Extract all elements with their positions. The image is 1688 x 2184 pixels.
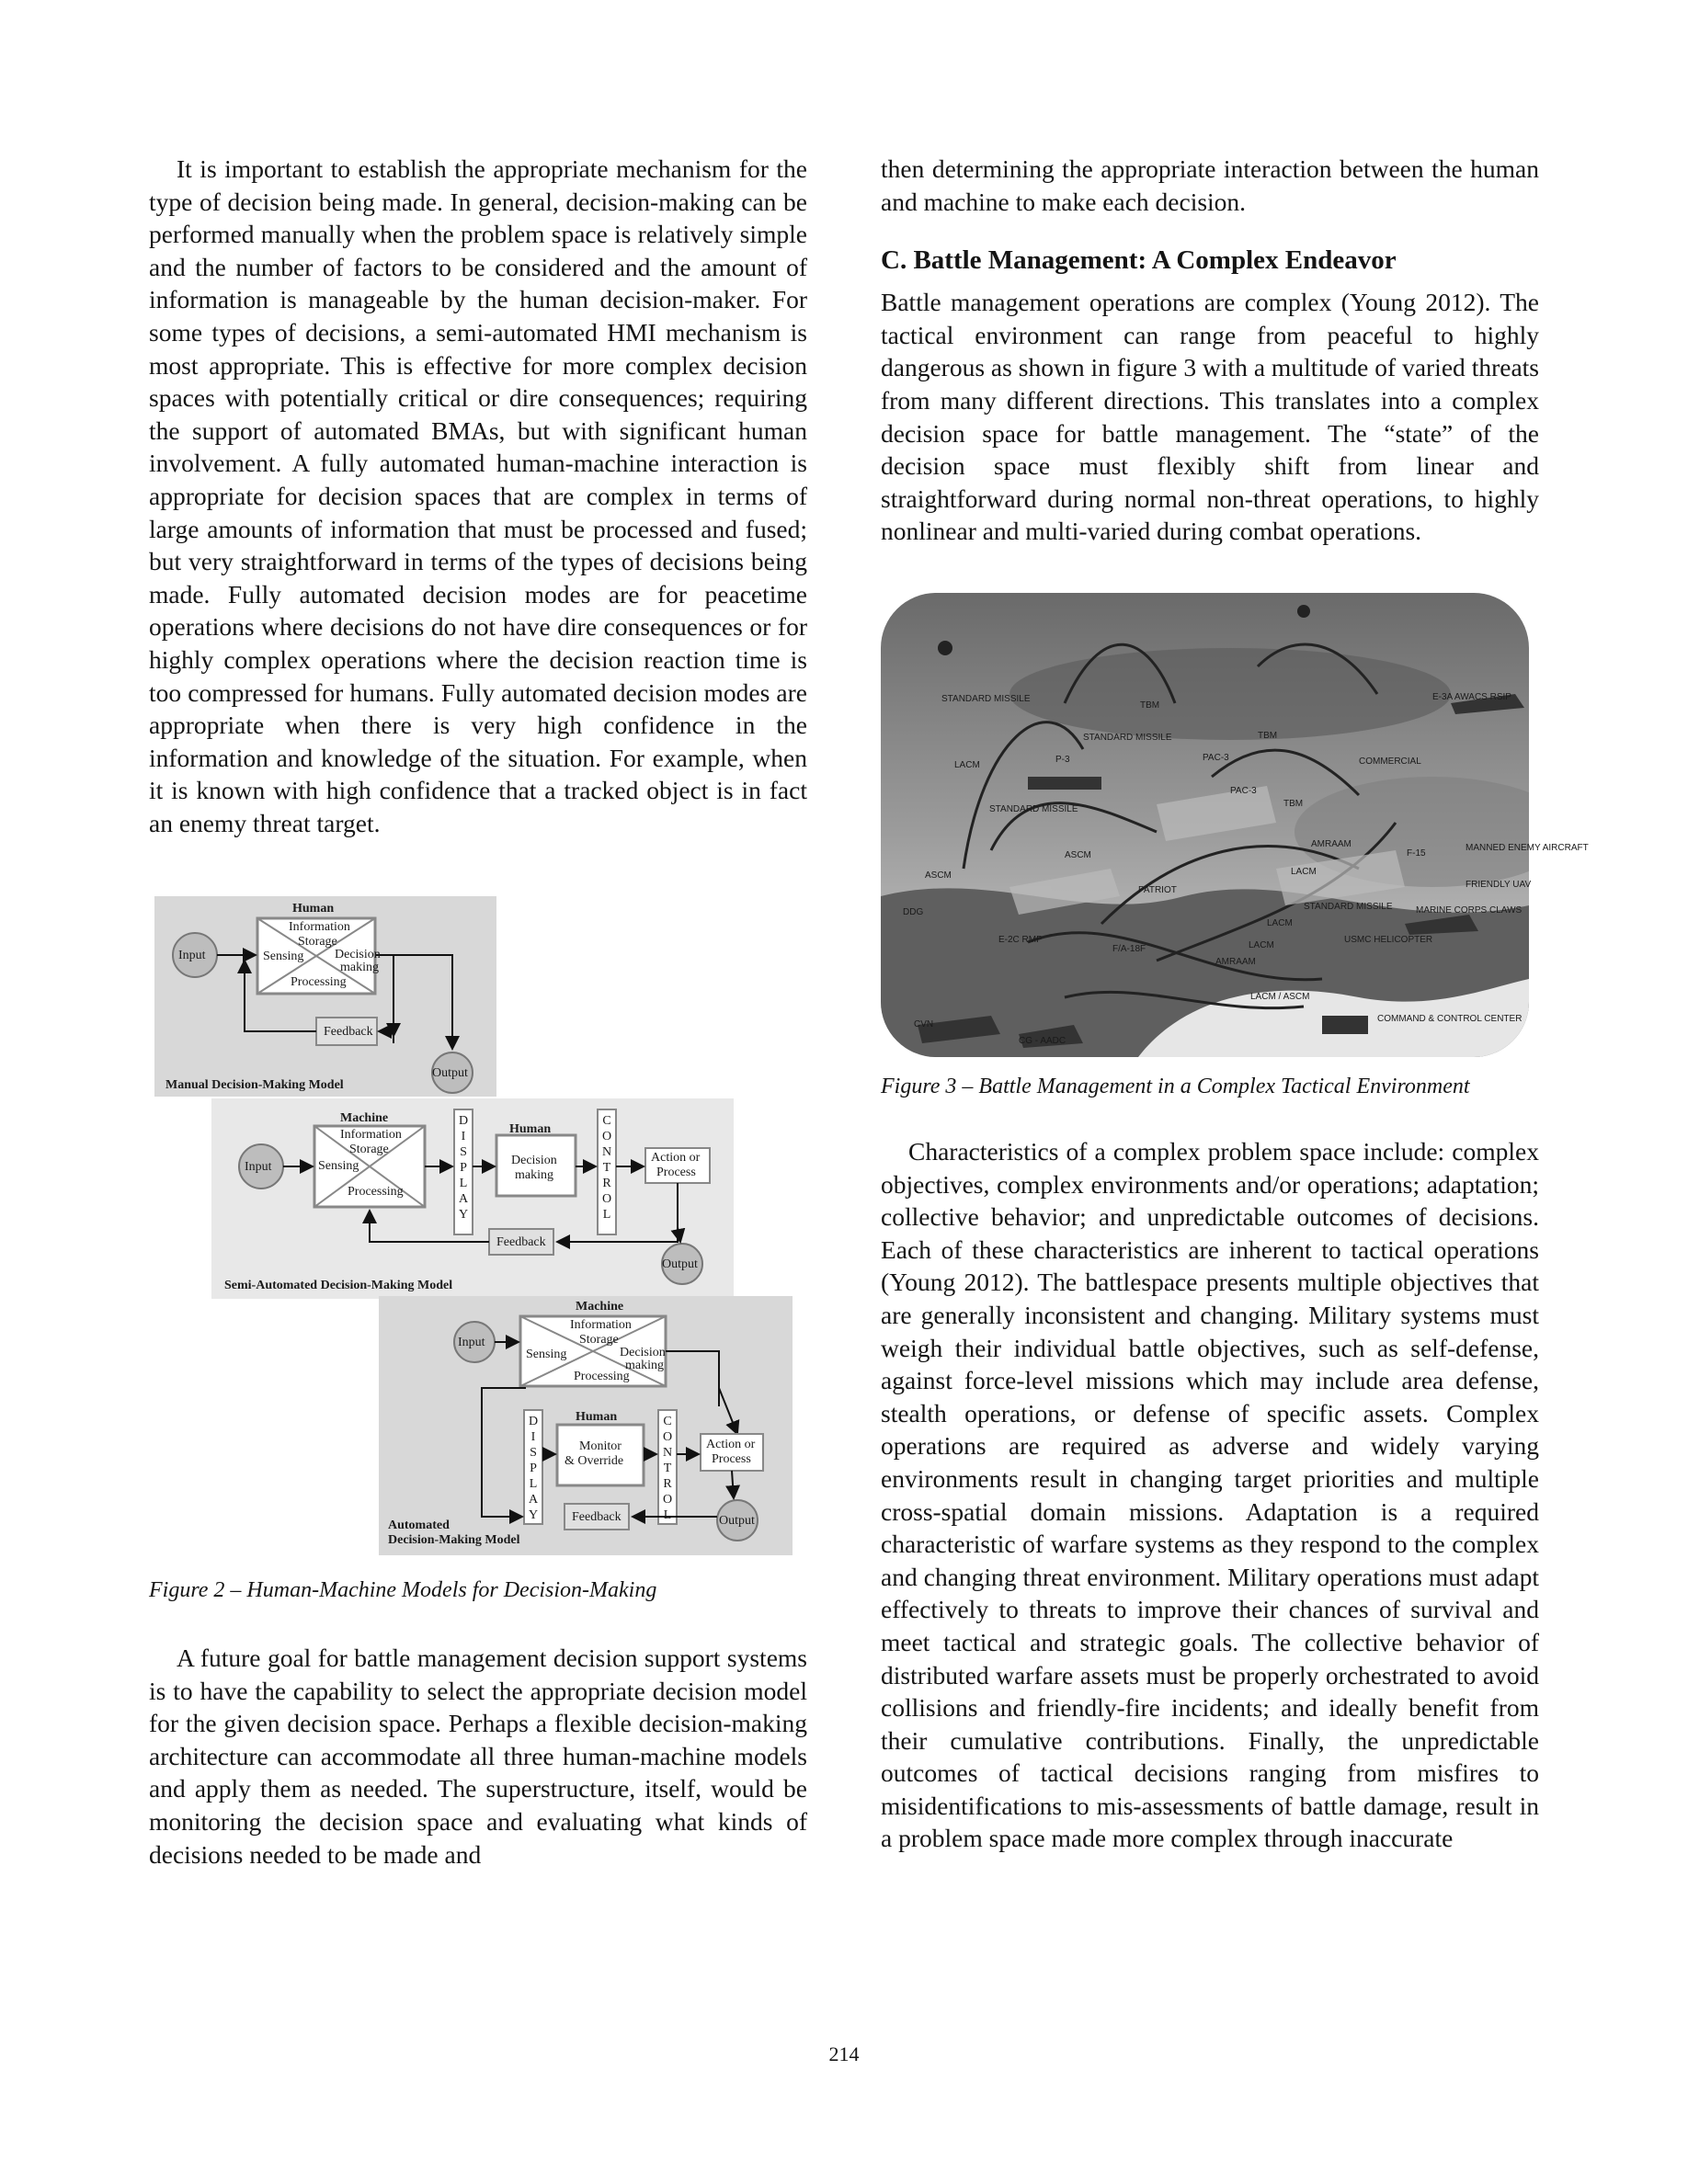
scene-label: COMMERCIAL xyxy=(1359,756,1421,767)
semi-process-label: Process xyxy=(656,1166,696,1179)
auto-action-label: Action or xyxy=(706,1438,756,1451)
scene-label: USMC HELICOPTER xyxy=(1344,935,1433,945)
semi-info-label: Information xyxy=(340,1128,402,1142)
paragraph: Characteristics of a complex problem space include: complex objectives, complex environments and/or operations; adaptation; collective behavior; and unpredictable outcomes of decisions. Each of these characteristics are inherent to tactical operations (Young 2012). The battlespace presents multiple objectives that are generally inconsistent and changing. Military systems must weigh their individual battle objectives, such as self-defense, against force-level missions which may include area defense, stealth operations, or defense of specific assets. Complex operations are required as adverse and widely varying environments result in changing target priorities and multiple cross-spatial domain missions. Adaptation is a required characteristic of warfare systems as they respond to the complex and changing threat environment. Military operations must adapt effectively to threats to improve their chances of survival and meet tactical and strategic goals. The collective behavior of distributed warfare assets must be properly orchestrated to avoid collisions and friendly-fire incidents; and ideally benefit from their cumulative contributions. Finally, the unpredictable outcomes of tactical decisions ranging from misfires to misidentifications to mis-assessments of battle damage, result in a problem space made more complex through inaccurate xyxy=(881,1137,1539,1853)
scene-label: LACM xyxy=(1291,867,1317,877)
paragraph: It is important to establish the appropriate mechanism for the type of decision being made. In general, decision-making can be performed manually when the problem space is relatively simple and the number of factors to be considered and the amount of information is manageable by the human decision-maker. For some types of decisions, a semi-automated HMI mechanism is most appropriate. This is effective for more complex decision spaces with potentially critical or dire consequences; requiring the support of automated BMAs, but with significant human involvement. A fully automated human-machine interaction is appropriate for decision spaces that are complex in terms of large amounts of information that must be processed and fused; but very straightforward in terms of the types of decisions being made. Fully automated decision modes are for peacetime operations where decisions do not have dire consequences or for highly complex operations where the decision reaction time is too compressed for humans. Fully automated decision modes are appropriate when there is very high confidence in the information and knowledge of the situation. For example, when it is known with high confidence that a tracked object is in fact an enemy threat target. xyxy=(149,154,807,837)
semi-model-panel xyxy=(211,1098,734,1299)
scene-label: LACM xyxy=(954,760,980,770)
semi-machine-label: Machine xyxy=(340,1111,389,1125)
right-column-lower xyxy=(881,1135,1539,1855)
auto-input-label: Input xyxy=(458,1336,485,1349)
scene-label: MARINE CORPS CLAWS xyxy=(1416,905,1523,916)
auto-model-label-1: Automated xyxy=(388,1519,450,1532)
auto-display-label: DISPLAY xyxy=(528,1415,539,1522)
scene-label: ASCM xyxy=(925,870,952,881)
scene-label: STANDARD MISSILE xyxy=(941,694,1031,704)
auto-model-panel xyxy=(379,1296,793,1555)
semi-control-label: CONTROL xyxy=(601,1114,612,1222)
battle-illustration xyxy=(881,593,1589,1057)
scene-label: LACM xyxy=(1267,918,1293,928)
semi-model-label: Semi-Automated Decision-Making Model xyxy=(224,1279,453,1292)
semi-input-label: Input xyxy=(245,1160,272,1174)
semi-human-label: Human xyxy=(509,1122,552,1136)
scene-label: DDG xyxy=(903,907,924,917)
paragraph: Battle management operations are complex (Young 2012). The tactical environment can range from peaceful to highly dangerous as shown in figure 3 with a multitude of varied threats from many different directions. This translates into a complex decision space for battle management. The “state” of the decision space must flexibly shift from linear and straightforward during normal non-threat operations, to highly nonlinear and multi-varied during combat operations. xyxy=(881,288,1539,546)
battle-scene xyxy=(881,593,1532,1057)
semi-output-label: Output xyxy=(662,1257,698,1271)
auto-control-label: CONTROL xyxy=(662,1415,673,1522)
scene-label: STANDARD MISSILE xyxy=(1304,902,1393,912)
scene-label: FRIENDLY UAV xyxy=(1466,880,1532,890)
scene-label: TBM xyxy=(1258,731,1278,741)
scene-label: P-3 xyxy=(1055,755,1070,765)
manual-decision-label: Decision xyxy=(335,948,381,961)
semi-sensing-label: Sensing xyxy=(318,1159,359,1173)
semi-feedback-label: Feedback xyxy=(496,1235,546,1249)
scene-label: TBM xyxy=(1140,700,1160,711)
scene-label: AMRAAM xyxy=(1215,957,1256,967)
semi-action-label: Action or xyxy=(651,1151,701,1165)
page-number: 214 xyxy=(828,2042,860,2065)
scene-label: F/A-18F xyxy=(1112,944,1146,954)
manual-processing-label: Processing xyxy=(291,975,347,989)
manual-making-label: making xyxy=(340,961,379,974)
scene-label: AMRAAM xyxy=(1311,839,1352,849)
auto-feedback-label: Feedback xyxy=(572,1510,622,1524)
right-column xyxy=(881,153,1539,548)
manual-model-panel xyxy=(154,896,496,1097)
scene-label: STANDARD MISSILE xyxy=(1083,733,1172,743)
semi-model-diagram xyxy=(211,1098,734,1299)
auto-machine-label: Machine xyxy=(576,1300,624,1314)
manual-info-label: Information xyxy=(289,920,350,934)
semi-storage-label: Storage xyxy=(349,1143,389,1156)
auto-decision-label: Decision xyxy=(620,1346,666,1359)
auto-process-label: Process xyxy=(712,1452,751,1466)
scene-label: STANDARD MISSILE xyxy=(989,804,1078,814)
scene-label: COMMAND & CONTROL CENTER xyxy=(1377,1014,1523,1024)
left-column-lower xyxy=(149,1642,807,1871)
auto-override-label: & Override xyxy=(565,1454,624,1468)
scene-label: E-3A AWACS RSIP xyxy=(1432,692,1511,702)
figure3-caption: Figure 3 – Battle Management in a Complex Tactical Environment xyxy=(881,1075,1470,1098)
scene-label: LACM / ASCM xyxy=(1250,992,1310,1002)
manual-feedback-label: Feedback xyxy=(324,1025,373,1039)
auto-human-label: Human xyxy=(576,1410,618,1424)
scene-label: LACM xyxy=(1249,940,1274,950)
scene-label: PAC-3 xyxy=(1203,753,1229,763)
auto-sensing-label: Sensing xyxy=(526,1348,567,1361)
scene-label: PAC-3 xyxy=(1230,786,1257,796)
semi-making-label: making xyxy=(515,1168,553,1182)
semi-processing-label: Processing xyxy=(348,1185,404,1199)
manual-input-label: Input xyxy=(178,949,206,962)
auto-monitor-label: Monitor xyxy=(579,1439,622,1453)
manual-model-label: Manual Decision-Making Model xyxy=(165,1078,344,1092)
manual-human-label: Human xyxy=(292,902,335,916)
paragraph: A future goal for battle management decision support systems is to have the capability to select the appropriate decision model for the given decision space. Perhaps a flexible decision-making architecture can accommodate all three human-machine models and apply them as needed. The superstructure, itself, would be monitoring the decision space and evaluating what kinds of decisions needed to be made and xyxy=(149,1644,807,1869)
semi-decision-label: Decision xyxy=(511,1154,557,1167)
auto-processing-label: Processing xyxy=(574,1370,630,1383)
figure2-caption: Figure 2 – Human-Machine Models for Decision-Making xyxy=(149,1578,657,1602)
scene-label: F-15 xyxy=(1407,848,1426,859)
scene-label: MANNED ENEMY AIRCRAFT xyxy=(1466,843,1589,853)
scene-label: ASCM xyxy=(1065,850,1091,860)
manual-output-label: Output xyxy=(432,1066,468,1080)
scene-label: CG - AADC xyxy=(1019,1036,1066,1046)
auto-model-label-2: Decision-Making Model xyxy=(388,1533,520,1547)
section-heading: C. Battle Management: A Complex Endeavor xyxy=(881,245,1397,276)
scene-label: PATRIOT xyxy=(1138,885,1177,895)
auto-info-label: Information xyxy=(570,1318,632,1332)
auto-making-label: making xyxy=(625,1359,664,1372)
auto-output-label: Output xyxy=(719,1514,755,1528)
manual-storage-label: Storage xyxy=(298,935,337,949)
semi-display-label: DISPLAY xyxy=(458,1114,469,1222)
scene-label: CVN xyxy=(914,1019,934,1029)
paragraph: then determining the appropriate interaction between the human and machine to make each decision. xyxy=(881,154,1539,216)
scene-label: E-2C RMP xyxy=(998,935,1043,945)
manual-sensing-label: Sensing xyxy=(263,950,304,963)
left-column xyxy=(149,153,807,839)
scene-label: TBM xyxy=(1283,799,1304,809)
auto-storage-label: Storage xyxy=(579,1333,619,1347)
